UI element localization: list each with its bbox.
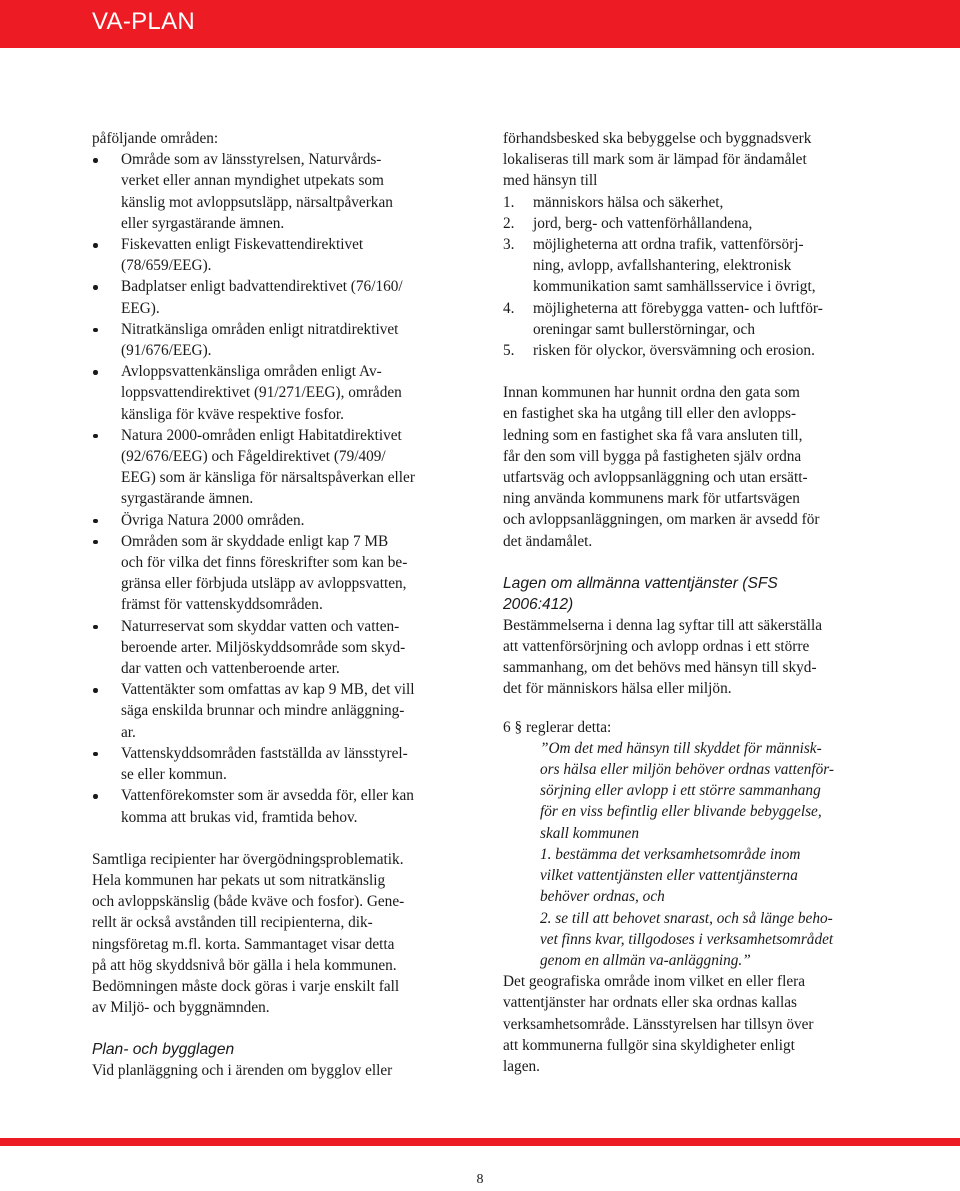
text-line: verket eller annan myndighet utpekats som	[121, 172, 384, 190]
text-line: Hela kommunen har pekats ut som nitratkänslig	[92, 871, 386, 889]
left-paragraph	[92, 849, 460, 1019]
numbered-item	[503, 340, 875, 361]
right-intro	[503, 128, 875, 192]
text-line: ors hälsa eller miljön behöver ordnas vattenför-	[540, 761, 834, 779]
text-line: säga enskilda brunnar och mindre anläggning-	[121, 702, 405, 720]
text-line: jord, berg- och vattenförhållandena,	[533, 214, 753, 232]
bullet-list	[92, 149, 460, 828]
bullet-item	[92, 785, 460, 827]
text-line: ar.	[121, 723, 136, 741]
law-quote	[503, 738, 875, 971]
text-line: lokaliseras till mark som är lämpad för ändamålet	[503, 151, 807, 169]
text-line: Övriga Natura 2000 områden.	[121, 511, 305, 529]
text-line: EEG) som är känsliga för närsaltspåverkan eller	[121, 469, 415, 487]
list-number: 5.	[503, 342, 515, 360]
text-line: Vattentäkter som omfattas av kap 9 MB, det vill	[121, 681, 415, 699]
text-line: 1. bestämma det verksamhetsområde inom	[540, 845, 801, 863]
text-line: ”Om det med hänsyn till skyddet för människ-	[540, 739, 822, 757]
text-line: oreningar samt bullerstörningar, och	[533, 320, 755, 338]
bullet-item	[92, 149, 460, 234]
text-line: Avloppsvattenkänsliga områden enligt Av-	[121, 363, 382, 381]
section-heading-lagen-om-vattentjanster	[503, 573, 875, 615]
text-line: för en viss befintlig eller blivande bebyggelse,	[540, 803, 822, 821]
text-line: utfartsväg och avloppsanläggning och utan ersätt-	[503, 469, 808, 487]
text-line: det för människors hälsa eller miljön.	[503, 680, 732, 698]
list-number: 3.	[503, 236, 515, 254]
right-paragraph-3	[503, 971, 875, 1077]
text-line: Fiskevatten enligt Fiskevattendirektivet	[121, 236, 364, 254]
bullet-item	[92, 616, 460, 680]
bullet-item	[92, 276, 460, 318]
numbered-list	[503, 192, 875, 362]
text-line: möjligheterna att förebygga vatten- och luftför-	[533, 299, 823, 317]
footer-rule	[0, 1138, 960, 1146]
section-intro: 6 § reglerar detta:	[503, 718, 612, 736]
text-line: kommunikation samt samhällsservice i övrigt,	[533, 278, 816, 296]
left-column	[92, 128, 460, 1082]
text-line: på att hög skyddsnivå bör gälla i hela kommunen.	[92, 956, 397, 974]
list-number: 4.	[503, 299, 515, 317]
text-line: Vattenskyddsområden fastställda av länsstyrel-	[121, 744, 408, 762]
text-line: skall kommunen	[540, 824, 639, 842]
text-line: ledning som en fastighet ska få vara ansluten till,	[503, 426, 803, 444]
text-line: sammanhang, om det behövs med hänsyn till skyd-	[503, 659, 817, 677]
text-line: Naturreservat som skyddar vatten och vatten-	[121, 617, 400, 635]
right-paragraph-2	[503, 615, 875, 700]
text-line: känsliga för kväve respektive fosfor.	[121, 405, 345, 423]
text-line: en fastighet ska ha utgång till eller den avlopps-	[503, 405, 797, 423]
text-line: risken för olyckor, översvämning och erosion.	[533, 342, 815, 360]
bullet-item	[92, 510, 460, 531]
text-line: ning använda kommunens mark för utfartsvägen	[503, 490, 800, 508]
text-line: beroende arter. Miljöskyddsområde som skyd-	[121, 638, 406, 656]
left-closing: Vid planläggning och i ärenden om bygglov eller	[92, 1062, 393, 1080]
text-line: gränsa eller förbjuda utsläpp av avloppsvatten,	[121, 575, 407, 593]
text-line: Natura 2000-områden enligt Habitatdirektivet	[121, 426, 402, 444]
text-line: verksamhetsområde. Länsstyrelsen har tillsyn över	[503, 1015, 814, 1033]
page-number: 8	[476, 1172, 484, 1187]
text-line: (78/659/EEG).	[121, 257, 212, 275]
text-line: vilket vattentjänsten eller vattentjänsterna	[540, 867, 798, 885]
text-line: och avloppskänslig (både kväve och fosfor). Gene-	[92, 893, 405, 911]
text-line: 2. se till att behovet snarast, och så länge beho-	[540, 909, 833, 927]
text-line: att kommunerna fullgör sina skyldigheter enligt	[503, 1036, 795, 1054]
text-line: sörjning eller avlopp i ett större sammanhang	[540, 782, 821, 800]
text-line: Samtliga recipienter har övergödningsproblematik.	[92, 850, 404, 868]
text-line: Vattenförekomster som är avsedda för, eller kan	[121, 787, 414, 805]
text-line: rellt är också avstånden till recipienterna, dik-	[92, 914, 373, 932]
text-line: det ändamålet.	[503, 532, 593, 550]
section-heading-plan-bygglagen: Plan- och bygglagen	[92, 1041, 235, 1059]
bullet-item	[92, 743, 460, 785]
text-line: får den som vill bygga på fastigheten själv ordna	[503, 447, 802, 465]
text-line: möjligheterna att ordna trafik, vattenförsörj-	[533, 236, 804, 254]
text-line: att vattenförsörjning och avlopp ordnas i ett större	[503, 638, 810, 656]
text-line: Nitratkänsliga områden enligt nitratdirektivet	[121, 320, 399, 338]
text-line: (92/676/EEG) och Fågeldirektivet (79/409/	[121, 448, 386, 466]
numbered-item	[503, 234, 875, 298]
text-line: förhandsbesked ska bebyggelse och byggnadsverk	[503, 130, 812, 147]
text-line: lagen.	[503, 1057, 540, 1075]
text-line: Badplatser enligt badvattendirektivet (76/160/	[121, 278, 403, 296]
text-line: Bedömningen måste dock göras i varje enskilt fall	[92, 977, 400, 995]
text-line: dar vatten och vattenberoende arter.	[121, 660, 340, 678]
text-line: vattentjänster har ordnats eller ska ordnas kallas	[503, 994, 797, 1012]
text-line: Område som av länsstyrelsen, Naturvårds-	[121, 151, 382, 169]
text-line: Lagen om allmänna vattentjänster (SFS	[503, 574, 778, 592]
bullet-item	[92, 531, 460, 616]
text-line: EEG).	[121, 299, 160, 317]
text-line: 2006:412)	[503, 595, 574, 613]
text-line: syrgastärande ämnen.	[121, 490, 254, 508]
text-line: Det geografiska område inom vilket en eller flera	[503, 973, 805, 991]
text-line: loppsvattendirektivet (91/271/EEG), områden	[121, 384, 402, 402]
text-line: och avloppsanläggningen, om marken är avsedd för	[503, 511, 820, 529]
left-intro: påföljande områden:	[92, 130, 219, 147]
text-line: människors hälsa och säkerhet,	[533, 193, 724, 211]
text-line: komma att brukas vid, framtida behov.	[121, 808, 358, 826]
list-number: 2.	[503, 214, 515, 232]
text-line: ning, avlopp, avfallshantering, elektronisk	[533, 257, 792, 275]
text-line: genom en allmän va-anläggning.”	[540, 951, 751, 969]
right-paragraph-1	[503, 382, 875, 552]
text-line: behöver ordnas, och	[540, 888, 665, 906]
text-line: se eller kommun.	[121, 766, 227, 784]
text-line: vet finns kvar, tillgodoses i verksamhetsområdet	[540, 930, 834, 948]
text-line: av Miljö- och byggnämnden.	[92, 999, 270, 1017]
text-line: Bestämmelserna i denna lag syftar till att säkerställa	[503, 616, 823, 634]
bullet-item	[92, 234, 460, 276]
text-line: Innan kommunen har hunnit ordna den gata som	[503, 384, 800, 402]
text-line: (91/676/EEG).	[121, 342, 212, 360]
text-line: främst för vattenskyddsområden.	[121, 596, 323, 614]
bullet-item	[92, 319, 460, 361]
text-line: med hänsyn till	[503, 172, 598, 190]
bullet-item	[92, 425, 460, 510]
text-line: känslig mot avloppsutsläpp, närsaltpåverkan	[121, 193, 393, 211]
numbered-item	[503, 298, 875, 340]
text-line: eller syrgastärande ämnen.	[121, 214, 285, 232]
numbered-item	[503, 213, 875, 234]
numbered-item	[503, 192, 875, 213]
list-number: 1.	[503, 193, 515, 211]
bullet-item	[92, 679, 460, 743]
header-bar	[0, 0, 960, 48]
bullet-item	[92, 361, 460, 425]
text-line: Områden som är skyddade enligt kap 7 MB	[121, 532, 389, 550]
text-line: och för vilka det finns föreskrifter som kan be-	[121, 554, 408, 572]
right-column	[503, 128, 875, 1077]
page-header-title: VA-PLAN	[92, 8, 196, 35]
text-line: ningsföretag m.fl. korta. Sammantaget visar detta	[92, 935, 395, 953]
